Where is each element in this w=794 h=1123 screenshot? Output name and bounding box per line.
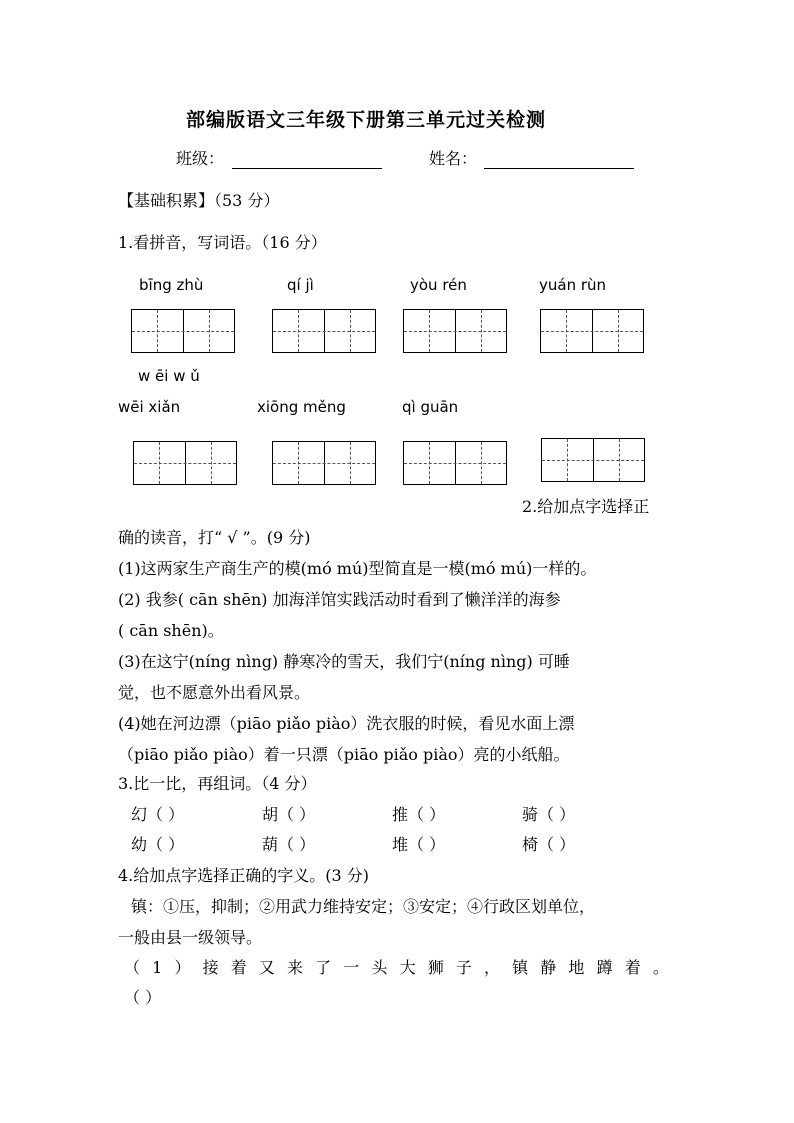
section-heading: 【基础积累】（53 分） <box>118 191 280 210</box>
definition-line-1: 镇：①压，抑制；②用武力维持安定；③安定；④行政区划单位， <box>131 897 596 916</box>
char: 着 <box>230 958 247 977</box>
question-2-prompt-end: 确的读音，打“ √ ”。(9 分) <box>118 528 311 547</box>
definition-line-2: 一般由县一级领导。 <box>118 928 263 947</box>
char: 地 <box>568 958 585 977</box>
char: 了 <box>315 958 332 977</box>
char: 静 <box>540 958 557 977</box>
char: ） <box>174 958 191 977</box>
char: 接 <box>202 958 219 977</box>
pinyin-2: qí jì <box>287 276 314 294</box>
question-2-item-3-cont: 觉，也不愿意外出看风景。 <box>118 683 311 702</box>
char: 。 <box>652 958 669 977</box>
pinyin-6: xiōng měng <box>257 398 346 416</box>
answer-blank[interactable]: （ ） <box>124 988 162 1007</box>
compare-1a: 幻（ ） <box>131 805 185 824</box>
page-title: 部编版语文三年级下册第三单元过关检测 <box>186 109 547 131</box>
compare-3a: 推（ ） <box>392 805 446 824</box>
writing-grid-3[interactable] <box>403 309 507 353</box>
char: 狮 <box>427 958 444 977</box>
compare-2a: 胡（ ） <box>262 805 316 824</box>
question-2-item-4-cont: （piāo piǎo piào）着一只漂（piāo piǎo piào）亮的小纸船。 <box>118 745 570 764</box>
char: 又 <box>258 958 275 977</box>
pinyin-7: qì guān <box>402 398 459 416</box>
writing-grid-8[interactable] <box>541 438 645 482</box>
compare-4b: 椅（ ） <box>522 835 576 854</box>
question-3-prompt: 3.比一比，再组词。（4 分） <box>118 774 317 793</box>
class-label: 班级： <box>176 149 225 168</box>
writing-grid-5[interactable] <box>133 441 237 485</box>
question-2-item-2: (2) 我参( cān shēn) 加海洋馆实践活动时看到了懒洋洋的海参 <box>118 590 561 609</box>
question-4-item-1 <box>124 957 669 979</box>
question-2-item-1: (1)这两家生产商生产的模(mó mú)型简直是一模(mó mú)一样的。 <box>118 559 597 578</box>
question-2-item-3: (3)在这宁(níng nìng) 静寒冷的雪天，我们宁(níng nìng) 可睡 <box>118 652 570 671</box>
writing-grid-4[interactable] <box>540 309 644 353</box>
question-2-prompt-start: 2.给加点字选择正 <box>522 497 650 516</box>
char: 头 <box>371 958 388 977</box>
char: 1 <box>152 958 163 977</box>
name-label: 姓名： <box>429 149 478 168</box>
pinyin-1: bīng zhù <box>139 276 204 294</box>
question-4-prompt: 4.给加点字选择正确的字义。(3 分) <box>118 866 370 885</box>
writing-grid-1[interactable] <box>131 309 235 353</box>
pinyin-5: wēi xiǎn <box>118 398 181 416</box>
char: 子 <box>455 958 472 977</box>
question-2-item-4: (4)她在河边漂（piāo piǎo piào）洗衣服的时候，看见水面上漂 <box>118 714 575 733</box>
char: 镇 <box>512 958 529 977</box>
class-field[interactable] <box>232 168 382 169</box>
question-2-item-2-cont: ( cān shēn)。 <box>118 621 224 640</box>
pinyin-3: yòu rén <box>410 276 467 294</box>
compare-3b: 堆（ ） <box>392 835 446 854</box>
pinyin-stray: w ēi w ǔ <box>138 367 200 385</box>
char: ， <box>484 958 501 977</box>
question-1-prompt: 1.看拼音，写词语。（16 分） <box>118 233 327 252</box>
char: 蹲 <box>596 958 613 977</box>
name-field[interactable] <box>484 168 634 169</box>
char: （ <box>124 958 141 977</box>
writing-grid-2[interactable] <box>272 309 376 353</box>
char: 一 <box>343 958 360 977</box>
writing-grid-6[interactable] <box>272 441 376 485</box>
char: 着 <box>624 958 641 977</box>
char: 来 <box>287 958 304 977</box>
pinyin-4: yuán rùn <box>539 276 607 294</box>
compare-2b: 葫（ ） <box>262 835 316 854</box>
compare-1b: 幼（ ） <box>131 835 185 854</box>
char: 大 <box>399 958 416 977</box>
compare-4a: 骑（ ） <box>522 805 576 824</box>
writing-grid-7[interactable] <box>403 441 507 485</box>
